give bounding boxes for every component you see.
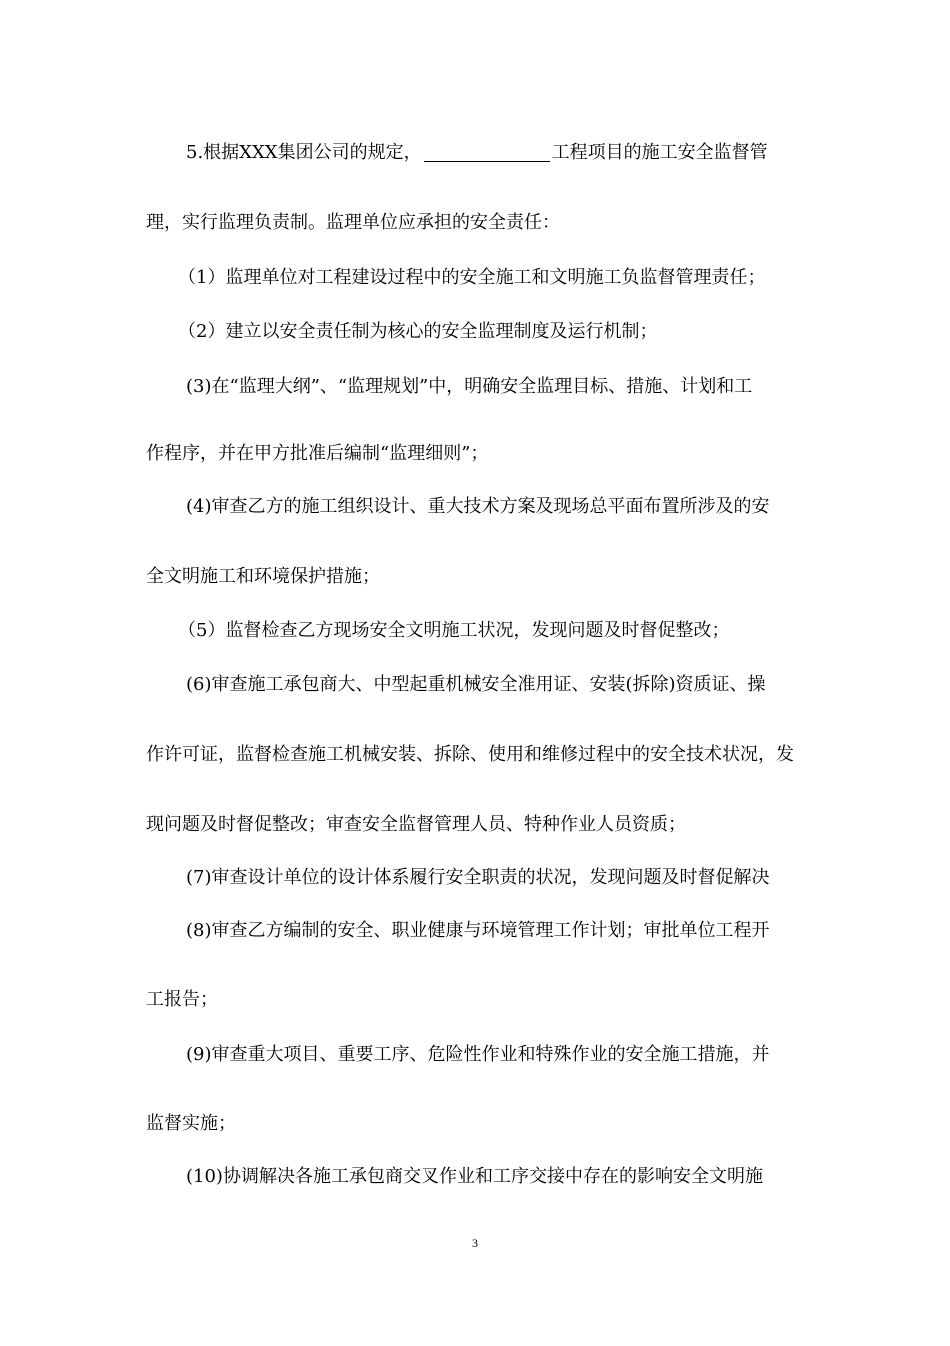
item-7-line: (7)审查设计单位的设计体系履行安全职责的状况，发现问题及时督促解决	[186, 867, 770, 888]
clause-5-text-after-blank: 工程项目的施工安全监督管	[551, 142, 768, 163]
item-9-line-1: (9)审查重大项目、重要工序、危险性作业和特殊作业的安全施工措施，并	[186, 1044, 770, 1065]
item-2-line: （2）建立以安全责任制为核心的安全监理制度及运行机制；	[178, 321, 658, 342]
item-4-line-2: 全文明施工和环境保护措施；	[146, 566, 380, 587]
item-5-line: （5）监督检查乙方现场安全文明施工状况，发现问题及时督促整改；	[178, 620, 730, 641]
clause-5-line-1	[186, 140, 768, 166]
item-4-line-1: (4)审查乙方的施工组织设计、重大技术方案及现场总平面布置所涉及的安	[186, 496, 770, 517]
page-number: 3	[472, 1236, 478, 1250]
item-8-line-1: (8)审查乙方编制的安全、职业健康与环境管理工作计划；审批单位工程开	[186, 920, 770, 941]
item-10-line-1: (10)协调解决各施工承包商交叉作业和工序交接中存在的影响安全文明施	[186, 1166, 763, 1187]
item-9-line-2: 监督实施；	[146, 1113, 236, 1134]
clause-5-text-before-blank: 5.根据XXX集团公司的规定，	[186, 142, 422, 163]
item-6-line-3: 现问题及时督促整改；审查安全监督管理人员、特种作业人员资质；	[146, 814, 686, 835]
clause-5-line-2: 理，实行监理负责制。监理单位应承担的安全责任：	[146, 212, 560, 233]
item-1-line: （1）监理单位对工程建设过程中的安全施工和文明施工负监督管理责任；	[178, 267, 766, 288]
item-3-line-1: (3)在“监理大纲”、“监理规划”中，明确安全监理目标、措施、计划和工	[186, 376, 753, 397]
item-8-line-2: 工报告；	[146, 989, 218, 1010]
item-3-line-2: 作程序，并在甲方批准后编制“监理细则”；	[146, 443, 489, 464]
item-6-line-1: (6)审查施工承包商大、中型起重机械安全准用证、安装(拆除)资质证、操	[186, 674, 766, 695]
item-6-line-2: 作许可证，监督检查施工机械安装、拆除、使用和维修过程中的安全技术状况，发	[146, 744, 794, 765]
project-name-blank	[424, 141, 550, 162]
